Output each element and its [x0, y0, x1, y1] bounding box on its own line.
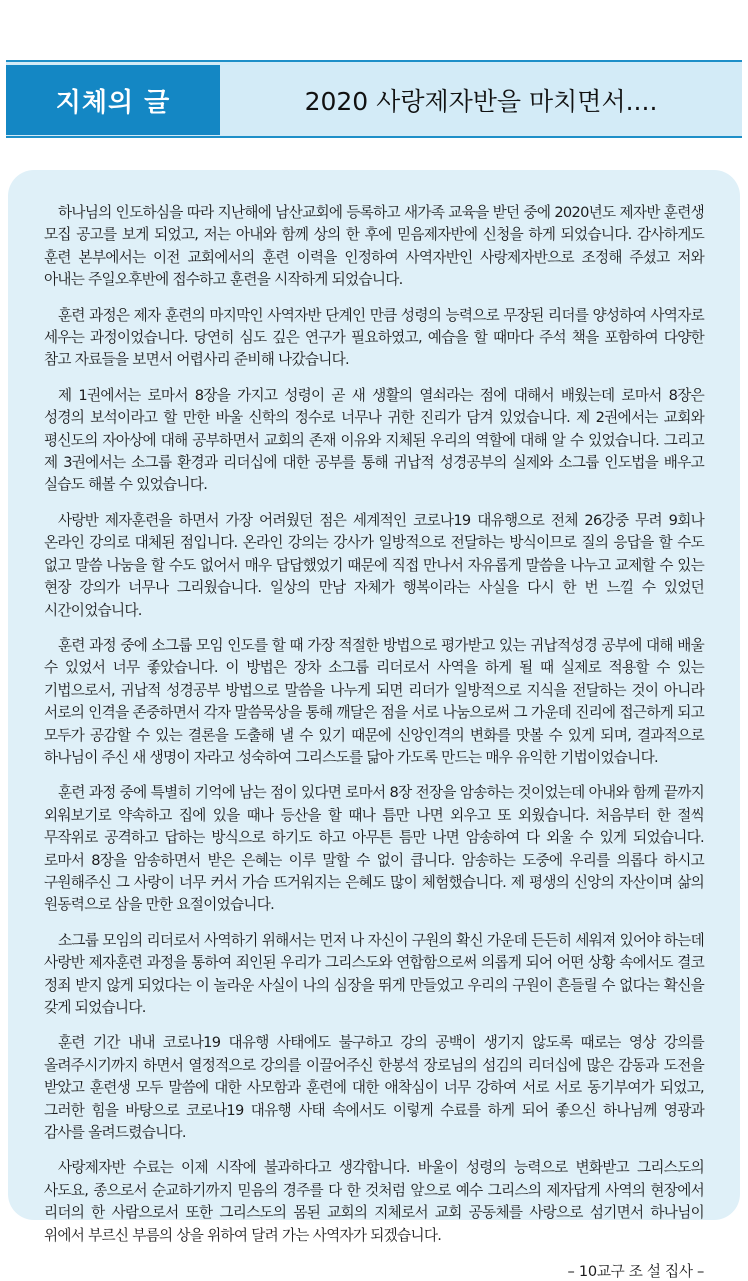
article-body [8, 170, 740, 1281]
paragraph: 사랑제자반 수료는 이제 시작에 불과하다고 생각합니다. 바울이 성령의 능력으로 변화받고 그리스도의 사도요, 종으로서 순교하기까지 믿음의 경주를 다 한 것처럼 앞으로 예수 그리스의 제자답게 사역의 현장에서 리더의 한 사람으로서 또한 그리스도의 몸된 교회의 지체로서 교회 공동체를 사랑으로 섬기면서 하나님이 위에서 부르신 부름의 상을 위하여 달려 가는 사역자가 되겠습니다. [44, 1159, 704, 1244]
paragraph: 제 1권에서는 로마서 8장을 가지고 성령이 곧 새 생활의 열쇠라는 점에 대해서 배웠는데 로마서 8장은 성경의 보석이라고 할 만한 바울 신학의 정수로 너무나 귀한 진리가 담겨 있었습니다. 제 2권에서는 교회와 평신도의 자아상에 대해 공부하면서 교회의 존재 이유와 지체된 우리의 역할에 대해 알 수 있었습니다. 그리고 제 3권에서는 소그룹 환경과 리더십에 대한 공부를 통해 귀납적 성경공부의 실제와 소그룹 인도법을 배우고 실습도 해볼 수 있었습니다. [44, 386, 704, 494]
paragraph: 훈련 과정 중에 소그룹 모임 인도를 할 때 가장 적절한 방법으로 평가받고 있는 귀납적성경 공부에 대해 배울 수 있었서 너무 좋았습니다. 이 방법은 장차 소그룹 리더로서 사역을 하게 될 때 실제로 적용할 수 있는 기법으로서, 귀납적 성경공부 방법으로 말씀을 나누게 되면 리더가 일방적으로 지식을 전달하는 것이 아니라 서로의 인격을 존중하면서 각자 말씀묵상을 통해 깨달은 점을 서로 나눔으로써 그 가운데 진리에 접근하게 되고 모두가 공감할 수 있는 결론을 도출해 낼 수 있기 때문에 신앙인격의 변화를 맛볼 수 있게 되며, 결과적으로 하나님이 주신 새 생명이 자라고 성숙하여 그리스도를 닮아 가도록 만드는 매우 유익한 기법이었습니다. [44, 636, 704, 766]
paragraph: 사랑반 제자훈련을 하면서 가장 어려웠던 점은 세계적인 코로나19 대유행으로 전체 26강중 무려 9회나 온라인 강의로 대체된 점입니다. 온라인 강의는 강사가 일방적으로 전달하는 방식이므로 질의 응답을 할 수도 없고 말씀 나눔을 할 수도 없어서 매우 답답했었기 때문에 직접 만나서 자유롭게 말씀을 나누고 교제할 수 있는 현장 강의가 너무나 그리웠습니다. 일상의 만남 자체가 행복이라는 사실을 다시 한 번 느낄 수 있었던 시간이었습니다. [44, 511, 704, 619]
article-title: 2020 사랑제자반을 마치면서.... [304, 87, 658, 116]
paragraph: 소그룹 모임의 리더로서 사역하기 위해서는 먼저 나 자신이 구원의 확신 가운데 든든히 세워져 있어야 하는데 사랑반 제자훈련 과정을 통하여 죄인된 우리가 그리스도와 연합함으로써 의롭게 되어 어떤 상황 속에서도 결코 정죄 받지 않게 되었다는 이 놀라운 사실이 나의 심장을 뛰게 만들었고 우리의 구원이 흔들릴 수 없다는 확신을 갖게 되었습니다. [44, 931, 704, 1016]
article-header [6, 60, 742, 138]
section-label: 지체의 글 [6, 65, 220, 135]
paragraph: 훈련 기간 내내 코로나19 대유행 사태에도 불구하고 강의 공백이 생기지 않도록 때로는 영상 강의를 올려주시기까지 하면서 열정적으로 강의를 이끌어주신 한봉석 장로님의 섬김의 리더십에 많은 감동과 도전을 받았고 훈련생 모두 말씀에 대한 사모함과 훈련에 대한 애착심이 너무 강하여 서로 서로 동기부여가 되었고, 그러한 힘을 바탕으로 코로나19 대유행 사태 속에서도 이렇게 수료를 하게 되어 좋으신 하나님께 영광과 감사를 올려드렸습니다. [44, 1034, 704, 1142]
author-signature: – 10교구 조 설 집사 – [567, 1263, 704, 1281]
paragraph: 훈련 과정 중에 특별히 기억에 남는 점이 있다면 로마서 8장 전장을 암송하는 것이었는데 아내와 함께 끝까지 외워보기로 약속하고 집에 있을 때나 등산을 할 때나 틈만 나면 외우고 또 외웠습니다. 처음부터 한 절씩 무작위로 공격하고 답하는 방식으로 하기도 하고 아무튼 틈만 나면 암송하여 다 외울 수 있게 되었습니다. 로마서 8장을 암송하면서 받은 은혜는 이루 말할 수 없이 큽니다. 암송하는 도중에 우리를 의롭다 하시고 구원해주신 그 사랑이 너무 커서 가슴 뜨거워지는 은혜도 많이 체험했습니다. 제 평생의 신앙의 자산이며 삶의 원동력으로 삼을 만한 요절이었습니다. [44, 784, 704, 914]
paragraph: 하나님의 인도하심을 따라 지난해에 남산교회에 등록하고 새가족 교육을 받던 중에 2020년도 제자반 훈련생 모집 공고를 보게 되었고, 저는 아내와 함께 상의 한 후에 믿음제자반에 신청을 하게 되었습니다. 감사하게도 훈련 본부에서는 이전 교회에서의 훈련 이력을 인정하여 사역자반인 사랑제자반으로 조정해 주셨고 저와 아내는 주일오후반에 접수하고 훈련을 시작하게 되었습니다. [44, 204, 704, 289]
paragraph: 훈련 과정은 제자 훈련의 마지막인 사역자반 단계인 만큼 성령의 능력으로 무장된 리더를 양성하여 사역자로 세우는 과정이었습니다. 당연히 심도 깊은 연구가 필요하였고, 예습을 할 때마다 주석 책을 포함하여 다양한 참고 자료들을 보면서 어렵사리 준비해 나갔습니다. [44, 306, 705, 369]
